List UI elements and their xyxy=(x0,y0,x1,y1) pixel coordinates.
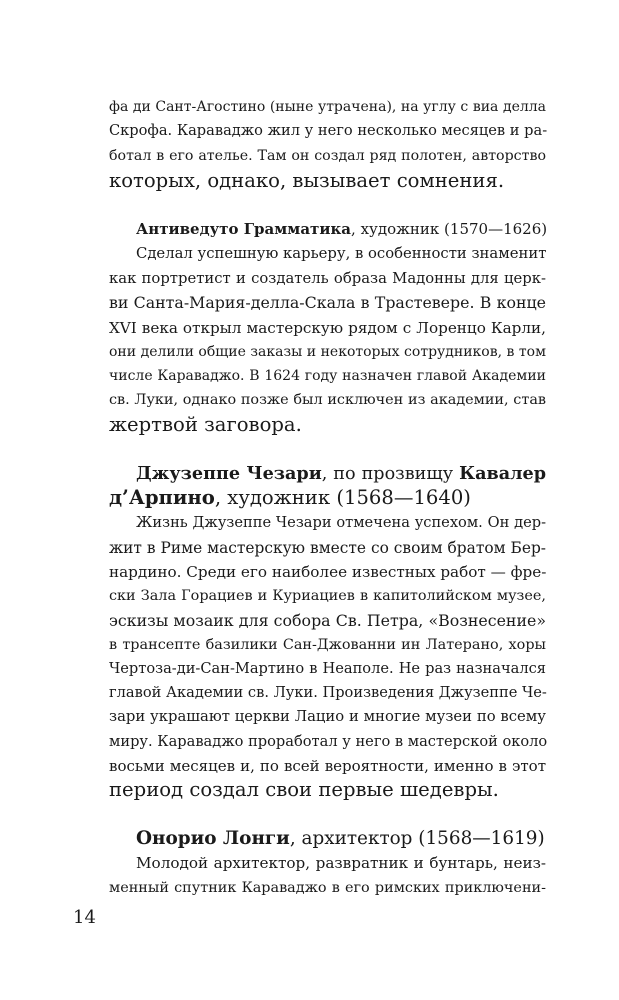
text-line: восьми месяцев и, по всей вероятности, именно в этот xyxy=(109,757,546,775)
text-line: миру. Караваджо проработал у него в мастерской около xyxy=(109,733,548,750)
text-line: жит в Риме мастерскую вместе со своим братом Бер- xyxy=(109,539,546,557)
text-line: ви Санта-Мария-делла-Скала в Трастевере. В конце xyxy=(109,293,546,312)
entry-role-dates: , архитектор (1568—1619) xyxy=(289,828,545,849)
text-line: период создал свои первые шедевры. xyxy=(109,778,499,801)
text-line: Сделал успешную карьеру, в особенности знаменит xyxy=(136,245,547,262)
text-line: числе Караваджо. В 1624 году назначен главой Академии xyxy=(109,368,546,384)
text-line: Скрофа. Караваджо жил у него несколько месяцев и ра- xyxy=(109,122,548,139)
entry-nickname: Кавалер xyxy=(459,463,546,484)
entry-heading-cont xyxy=(109,486,546,510)
page-number: 14 xyxy=(73,907,96,928)
entry-heading xyxy=(136,217,546,241)
text-line: которых, однако, вызывает сомнения. xyxy=(109,169,505,192)
text-line: жертвой заговора. xyxy=(109,413,302,436)
text-line: нардино. Среди его наиболее известных работ — фре- xyxy=(109,563,547,581)
text-line: XVI века открыл мастерскую рядом с Лоренцо Карли, xyxy=(109,319,546,337)
text-line: ски Зала Горациев и Куриациев в капитолийском музее, xyxy=(109,588,546,604)
entry-name: Джузеппе Чезари xyxy=(136,463,322,484)
text-line: Молодой архитектор, развратник и бунтарь, неиз- xyxy=(136,854,546,872)
text-line: зари украшают церкви Лацио и многие музеи по всему xyxy=(109,708,546,725)
text-line: они делили общие заказы и некоторых сотрудников, в том xyxy=(109,344,546,360)
entry-nickname: д’Арпино xyxy=(109,486,215,509)
entry-heading xyxy=(136,827,546,851)
entry-name: Антиведуто Грамматика xyxy=(136,220,352,238)
text-line: как портретист и создатель образа Мадонны для церк- xyxy=(109,270,546,287)
text-line: Чертоза-ди-Сан-Мартино в Неаполе. Не раз назначался xyxy=(109,660,546,677)
text-line: главой Академии св. Луки. Произведения Джузеппе Че- xyxy=(109,684,547,701)
text-line: св. Луки, однако позже был исключен из академии, став xyxy=(109,392,546,408)
entry-nickname-intro: , по прозвищу xyxy=(321,464,460,484)
text-line: ботал в его ателье. Там он создал ряд полотен, авторство xyxy=(109,148,546,164)
text-line: Жизнь Джузеппе Чезари отмечена успехом. Он дер- xyxy=(136,514,546,531)
text-line: в трансепте базилики Сан-Джованни ин Латерано, хоры xyxy=(109,637,546,653)
text-line: менный спутник Караваджо в его римских приключени- xyxy=(109,880,546,896)
text-line: эскизы мозаик для собора Св. Петра, «Вознесение» xyxy=(109,611,546,630)
entry-role-dates: , художник (1570—1626) xyxy=(351,220,548,238)
entry-name: Онорио Лонги xyxy=(136,828,290,849)
entry-role-dates: , художник (1568—1640) xyxy=(214,486,471,509)
text-line: фа ди Сант-Агостино (ныне утрачена), на углу с виа делла xyxy=(109,99,546,115)
entry-heading xyxy=(136,462,546,486)
